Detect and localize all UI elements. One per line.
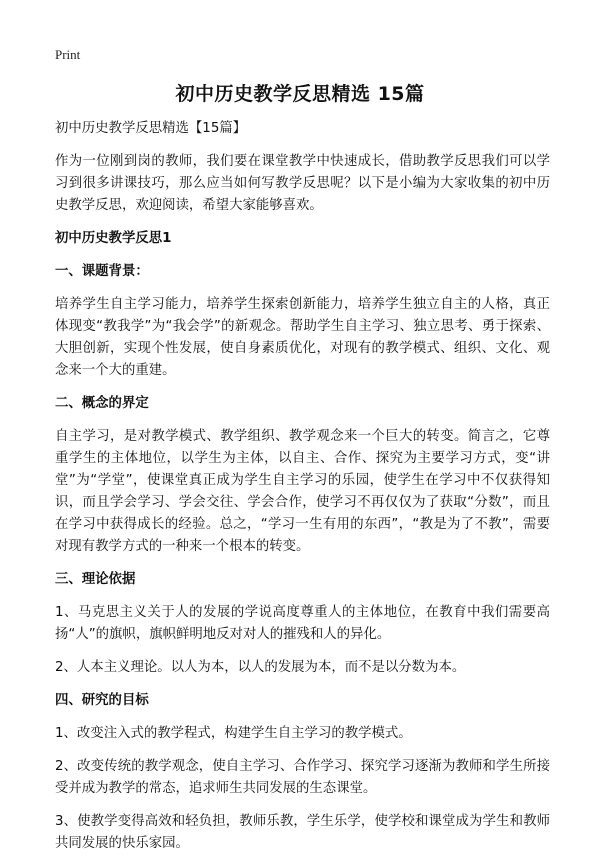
heading-background: 一、课题背景： bbox=[55, 264, 149, 279]
document-body bbox=[55, 118, 550, 866]
heading-definition: 二、概念的界定 bbox=[55, 396, 149, 411]
heading-theory: 三、理论依据 bbox=[55, 572, 136, 587]
intro-paragraph: 作为一位刚到岗的教师，我们要在课堂教学中快速成长，借助教学反思我们可以学习到很多讲课技巧，那么应当如何写教学反思呢？以下是小编为大家收集的初中历史教学反思，欢迎阅读，希望大家能够喜欢。 bbox=[55, 154, 550, 213]
paragraph-theory-2: 2、人本主义理论。以人为本，以人的发展为本，而不是以分数为本。 bbox=[55, 660, 466, 675]
section-title: 初中历史教学反思1 bbox=[55, 231, 172, 246]
paragraph-goal-1: 1、改变注入式的教学程式，构建学生自主学习的教学模式。 bbox=[55, 726, 412, 741]
print-link[interactable]: Print bbox=[55, 47, 81, 62]
heading-goals: 四、研究的目标 bbox=[55, 693, 149, 708]
paragraph-background: 培养学生自主学习能力，培养学生探索创新能力，培养学生独立自主的人格，真正体现变“教我学”为“我会学”的新观念。帮助学生自主学习、独立思考、勇于探索、大胆创新，实现个性发展，使自身素质优化，对现有的教学模式、组织、文化、观念来一个大的重建。 bbox=[55, 297, 550, 378]
document-title: 初中历史教学反思精选 15篇 bbox=[175, 83, 425, 105]
paragraph-goal-3: 3、使教学变得高效和轻负担，教师乐教，学生乐学，使学校和课堂成为学生和教师共同发展的快乐家园。 bbox=[55, 814, 550, 851]
paragraph-theory-1: 1、马克思主义关于人的发展的学说高度尊重人的主体地位，在教育中我们需要高扬“人”的旗帜，旗帜鲜明地反对对人的摧残和人的异化。 bbox=[55, 605, 550, 642]
paragraph-goal-2: 2、改变传统的教学观念，使自主学习、合作学习、探究学习逐渐为教师和学生所接受并成为教学的常态，追求师生共同发展的生态课堂。 bbox=[55, 759, 550, 796]
paragraph-definition: 自主学习，是对教学模式、教学组织、教学观念来一个巨大的转变。简言之，它尊重学生的主体地位，以学生为主体，以自主、合作、探究为主要学习方式，变“讲堂”为“学堂”，使课堂真正成为学生自主学习的乐园，使学生在学习中不仅获得知识，而且学会学习、学会交往、学会合作，使学习不再仅仅为了获取“分数”，而且在学习中获得成长的经验。总之，“学习一生有用的东西”，“教是为了不教”，需要对现有教学方式的一种来一个根本的转变。 bbox=[55, 429, 550, 554]
document-subtitle: 初中历史教学反思精选【15篇】 bbox=[55, 121, 247, 136]
